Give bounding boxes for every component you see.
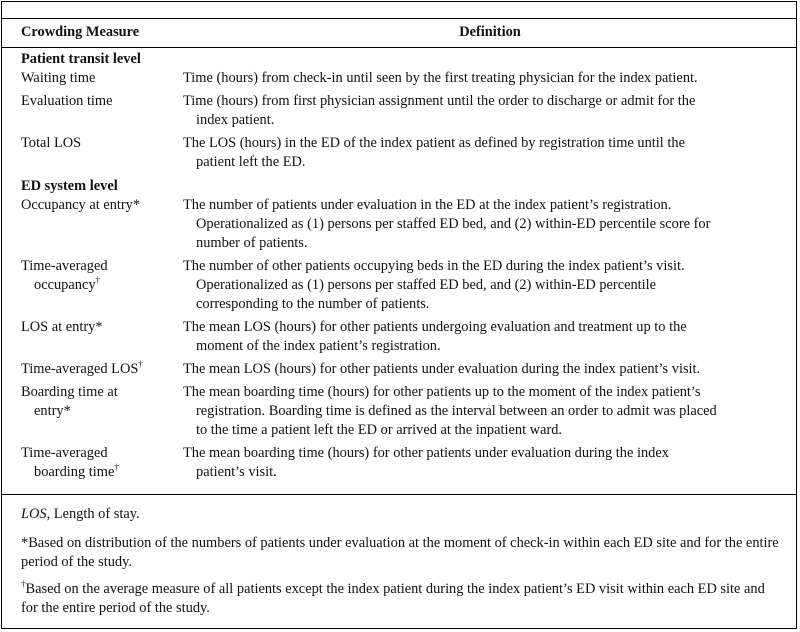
table-row bbox=[2, 318, 796, 356]
definition-line: to the time a patient left the ED or arrived at the inpatient ward. bbox=[196, 422, 563, 438]
measure-line: Time-averaged LOS† bbox=[21, 359, 143, 377]
crowding-measure-cell bbox=[21, 318, 181, 337]
table-row bbox=[2, 196, 796, 253]
crowding-measure-cell bbox=[21, 92, 181, 111]
definition-line: The mean LOS (hours) for other patients under evaluation during the index patient’s visit. bbox=[183, 361, 701, 377]
definition-cell bbox=[183, 69, 796, 88]
measure-line: entry* bbox=[34, 403, 71, 419]
definition-line: index patient. bbox=[196, 112, 275, 128]
measure-line: occupancy† bbox=[34, 275, 101, 293]
dagger-mark: † bbox=[114, 462, 119, 472]
header-definition-label: Definition bbox=[459, 24, 521, 40]
table-row bbox=[2, 92, 796, 130]
definition-cell bbox=[183, 444, 796, 482]
definition-line: The number of other patients occupying beds in the ED during the index patient’s visit. bbox=[183, 258, 685, 274]
definition-cell bbox=[183, 257, 796, 314]
definition-line: Time (hours) from first physician assignment until the order to discharge or admit for the bbox=[183, 93, 696, 109]
measure-line: Evaluation time bbox=[21, 93, 113, 109]
dagger-mark: † bbox=[138, 359, 143, 369]
definition-line: The number of patients under evaluation in the ED at the index patient’s registration. bbox=[183, 197, 672, 213]
definition-line: registration. Boarding time is defined as the interval between an order to admit was placed bbox=[196, 403, 717, 419]
definition-line: The LOS (hours) in the ED of the index patient as defined by registration time until the bbox=[183, 135, 685, 151]
abbr-term: LOS bbox=[21, 506, 47, 522]
definition-line: The mean LOS (hours) for other patients undergoing evaluation and treatment up to the bbox=[183, 319, 687, 335]
table-row bbox=[2, 383, 796, 440]
footnote-asterisk: *Based on distribution of the numbers of patients under evaluation at the moment of check-in within each ED site and for the entire period of the study. bbox=[21, 535, 779, 570]
crowding-measure-cell bbox=[21, 134, 181, 153]
dagger-mark: † bbox=[95, 275, 101, 285]
crowding-measure-cell bbox=[21, 444, 181, 482]
crowding-measure-cell bbox=[21, 69, 181, 88]
definition-line: Time (hours) from check-in until seen by the first treating physician for the index patient. bbox=[183, 70, 698, 86]
table-row bbox=[2, 69, 796, 88]
crowding-measure-cell bbox=[21, 383, 181, 421]
dagger-text: Based on the average measure of all patients except the index patient during the index patient’s ED visit within each ED site and for the entire period of the study. bbox=[21, 581, 765, 616]
measure-line: Total LOS bbox=[21, 135, 82, 151]
measure-line: Occupancy at entry* bbox=[21, 197, 141, 213]
crowding-measure-cell bbox=[21, 257, 181, 295]
table-row bbox=[2, 257, 796, 314]
table-frame bbox=[1, 1, 797, 629]
measure-line: Time-averaged bbox=[21, 258, 108, 274]
measure-line: LOS at entry* bbox=[21, 319, 103, 335]
definition-line: corresponding to the number of patients. bbox=[196, 296, 430, 312]
header-crowding-measure: Crowding Measure bbox=[21, 24, 140, 40]
table-header bbox=[2, 18, 796, 48]
definition-cell bbox=[183, 92, 796, 130]
definition-cell bbox=[183, 318, 796, 356]
definition-line: Operationalized as (1) persons per staffed ED bed, and (2) within-ED percentile bbox=[196, 277, 657, 293]
measure-line: Waiting time bbox=[21, 70, 96, 86]
footnote-dagger bbox=[21, 580, 782, 618]
definition-line: moment of the index patient’s registration. bbox=[196, 338, 441, 354]
footnote-abbreviation bbox=[21, 505, 782, 524]
definition-cell bbox=[183, 196, 796, 253]
definition-line: The mean boarding time (hours) for other patients up to the moment of the index patient’s bbox=[183, 384, 701, 400]
table-row bbox=[2, 134, 796, 172]
table-row bbox=[2, 360, 796, 379]
section-title: ED system level bbox=[21, 178, 118, 194]
definition-line: The mean boarding time (hours) for other patients under evaluation during the index bbox=[183, 445, 669, 461]
crowding-measure-cell bbox=[21, 360, 181, 379]
table-bottom-rule bbox=[2, 494, 796, 495]
definition-line: Operationalized as (1) persons per staffed ED bed, and (2) within-ED percentile score for bbox=[196, 216, 711, 232]
definition-line: patient’s visit. bbox=[196, 464, 277, 480]
definition-line: patient left the ED. bbox=[196, 154, 306, 170]
table-footnotes bbox=[21, 505, 782, 626]
abbr-text: , Length of stay. bbox=[46, 506, 140, 522]
crowding-measure-cell bbox=[21, 196, 181, 215]
measure-line: Time-averaged bbox=[21, 445, 108, 461]
definition-cell bbox=[183, 360, 796, 379]
table-row bbox=[2, 444, 796, 482]
header-definition bbox=[2, 23, 798, 42]
definition-line: number of patients. bbox=[196, 235, 308, 251]
measure-line: Boarding time at bbox=[21, 384, 118, 400]
table-body bbox=[2, 50, 796, 482]
definition-cell bbox=[183, 134, 796, 172]
measure-line: boarding time† bbox=[34, 462, 119, 480]
dagger-mark: † bbox=[21, 579, 26, 589]
section-title: Patient transit level bbox=[21, 51, 141, 67]
definition-cell bbox=[183, 383, 796, 440]
